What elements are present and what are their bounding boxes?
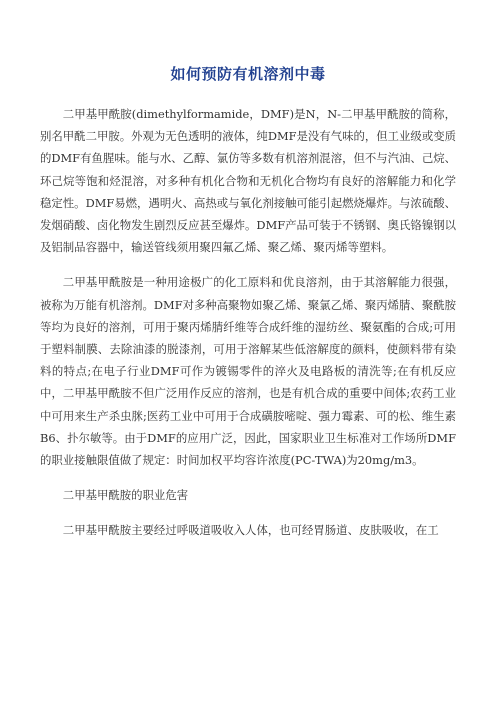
paragraph-dmf-uses: 二甲基甲酰胺是一种用途极广的化工原料和优良溶剂，由于其溶解能力很强，被称为万能有机溶剂。DMF对多种高聚物如聚乙烯、聚氯乙烯、聚丙烯腈、聚酰胺等均为良好的溶剂，可用于聚丙烯腈纤维等合成纤维的湿纺丝、聚氨酯的合成;可用于塑料制膜、去除油漆的脱漆剂，可用于溶解某些低溶解度的颜料，使颜料带有染料的特点;在电子行业DMF可作为镀锡零件的淬火及电路板的清洗等;在有机反应中，二甲基甲酰胺不但广泛用作反应的溶剂，也是有机合成的重要中间体;农药工业中可用来生产杀虫脒;医药工业中可用于合成磺胺嘧啶、强力霉素、可的松、维生素B6、扑尔敏等。由于DMF的应用广泛，因此，国家职业卫生标准对工作场所DMF的职业接触限值做了规定：时间加权平均容许浓度(PC-TWA)为20mg/m3。: [40, 275, 456, 468]
paragraph-absorption: 二甲基甲酰胺主要经过呼吸道吸收入人体，也可经胃肠道、皮肤吸收，在工: [62, 523, 439, 538]
document-body: [40, 103, 456, 542]
paragraph-dmf-properties: 二甲基甲酰胺(dimethylformamide，DMF)是N，N-二甲基甲酰胺的简称，别名甲酰二甲胺。外观为无色透明的液体，纯DMF是没有气味的，但工业级或变质的DMF有鱼腥味。能与水、乙醇、氯仿等多数有机溶剂混溶，但不与汽油、己烷、环己烷等饱和烃混溶，对多种有机化合物和无机化合物均有良好的溶解能力和化学稳定性。DMF易燃，遇明火、高热或与氧化剂接触可能引起燃烧爆炸。与浓硫酸、发烟硝酸、卤化物发生剧烈反应甚至爆炸。DMF产品可装于不锈钢、奥氏铬镍钢以及铝制品容器中，输送管线须用聚四氟乙烯、聚乙烯、聚丙烯等塑料。: [40, 107, 456, 255]
section-heading-occupational-hazards: 二甲基甲酰胺的职业危害: [62, 488, 189, 503]
document-title: 如何预防有机溶剂中毒: [170, 65, 326, 83]
